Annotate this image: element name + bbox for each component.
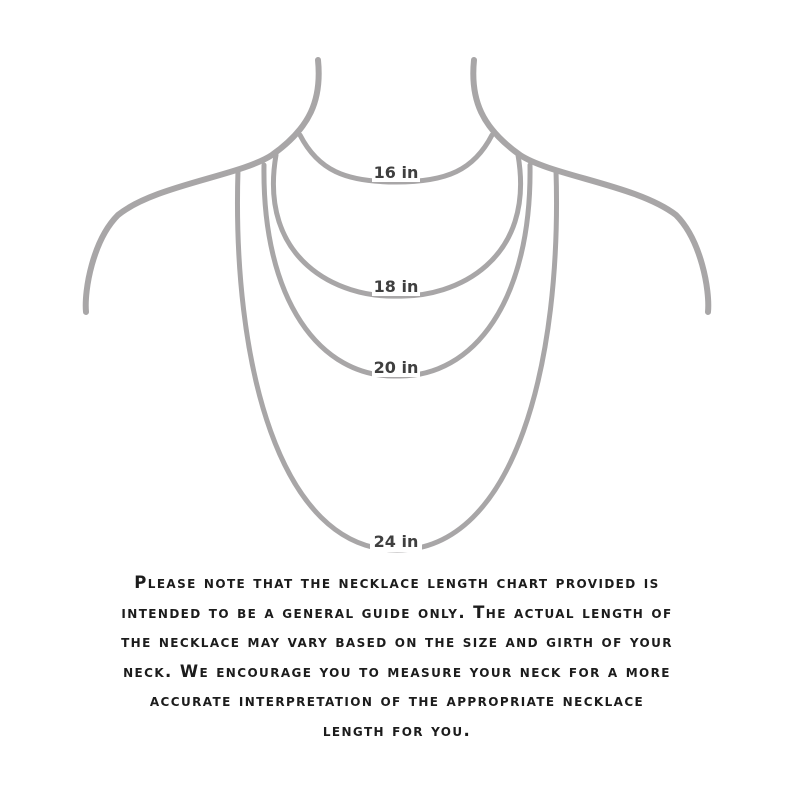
note-line: Please note that the necklace length chart provided is	[134, 573, 660, 592]
label-18in	[372, 274, 420, 296]
svg-text:16 in: 16 in	[373, 163, 419, 182]
label-24in	[370, 530, 422, 552]
note-line: intended to be a general guide only. The actual length of	[121, 602, 673, 622]
label-16in	[372, 160, 420, 182]
label-20in	[372, 355, 420, 377]
svg-text:24 in: 24 in	[373, 532, 419, 551]
neck-shoulder-outline-right	[473, 60, 708, 312]
neck-shoulder-outline-left	[86, 60, 319, 312]
necklace-20in	[264, 165, 530, 376]
svg-text:20 in: 20 in	[373, 358, 419, 377]
note-line: accurate interpretation of the appropriate necklace	[149, 691, 645, 710]
sizing-disclaimer-note	[20, 568, 774, 745]
note-line: neck. We encourage you to measure your neck for a more	[123, 661, 671, 681]
svg-text:18 in: 18 in	[373, 277, 419, 296]
note-line: length for you.	[322, 720, 472, 740]
note-line: the necklace may vary based on the size and girth of your	[121, 632, 673, 651]
